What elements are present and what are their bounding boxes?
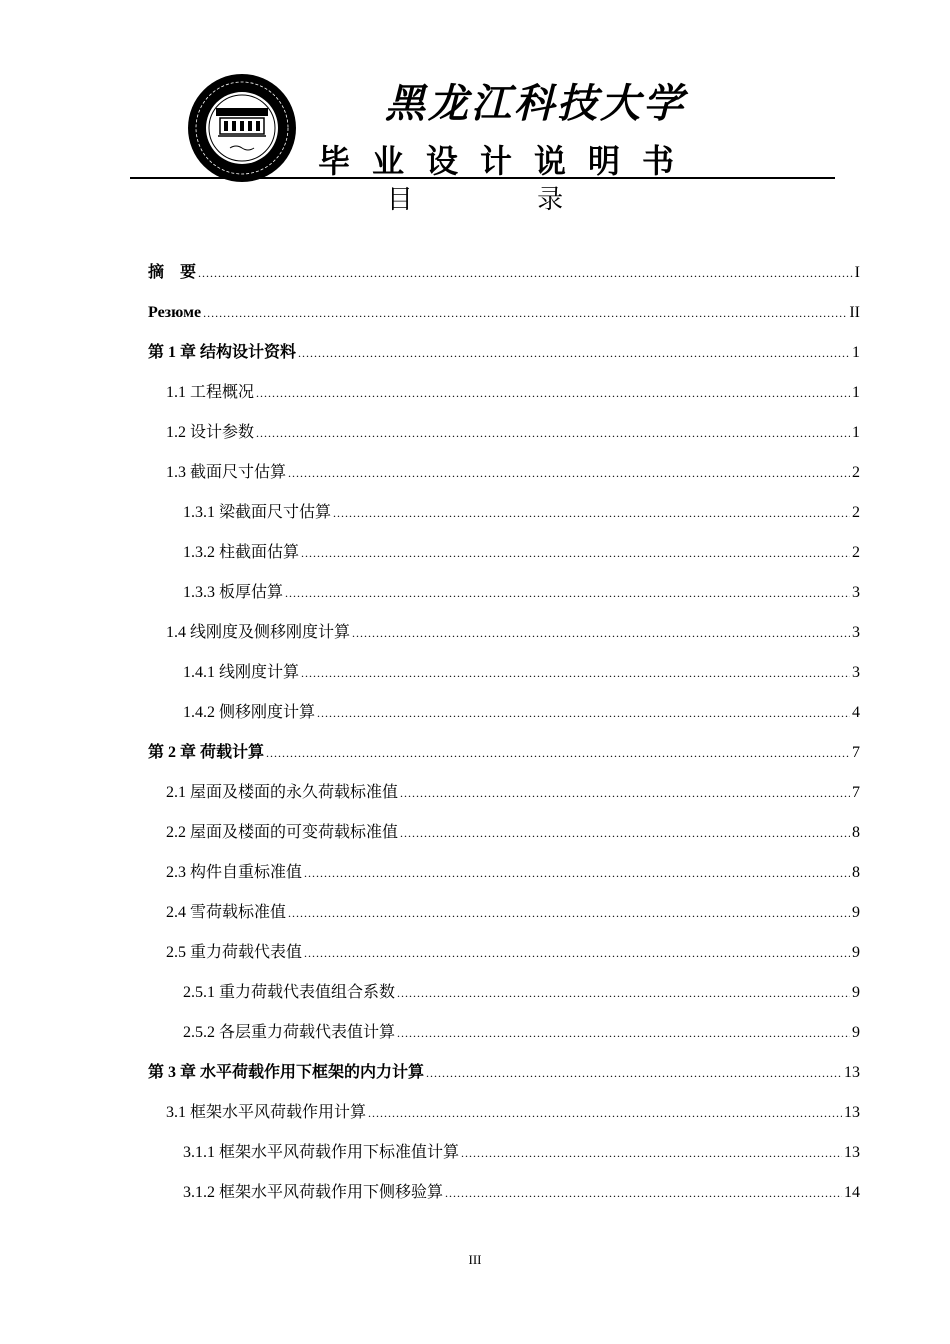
toc-entry-label: 第 1 章 结构设计资料 <box>148 344 297 361</box>
toc-entry-label: 2.2 屋面及楼面的可变荷载标准值 <box>166 824 399 841</box>
toc-dot-leader <box>304 942 850 964</box>
toc-entry[interactable] <box>148 1102 860 1142</box>
toc-entry[interactable] <box>148 1062 860 1102</box>
toc-entry-label: 2.5.1 重力荷载代表值组合系数 <box>183 984 396 1001</box>
toc-entry-label: 1.4.1 线刚度计算 <box>183 664 300 681</box>
toc-heading <box>0 179 950 216</box>
toc-entry-label: 1.3 截面尺寸估算 <box>166 464 287 481</box>
toc-entry-page: 2 <box>852 464 860 481</box>
toc-entry-page: 9 <box>852 944 860 961</box>
toc-dot-leader <box>298 342 850 364</box>
toc-dot-leader <box>368 1102 842 1124</box>
toc-entry-label: 1.3.1 梁截面尺寸估算 <box>183 504 332 521</box>
toc-entry-label: 3.1.1 框架水平风荷载作用下标准值计算 <box>183 1144 460 1161</box>
toc-entry-page: 13 <box>844 1144 860 1161</box>
toc-entry-page: II <box>849 304 860 321</box>
toc-dot-leader <box>426 1062 842 1084</box>
toc-dot-leader <box>285 582 850 604</box>
toc-entry-page: 9 <box>852 984 860 1001</box>
toc-entry-page: 1 <box>852 384 860 401</box>
toc-entry[interactable] <box>148 342 860 382</box>
toc-entry-label: 1.4 线刚度及侧移刚度计算 <box>166 624 351 641</box>
toc-dot-leader <box>288 462 850 484</box>
toc-entry[interactable] <box>148 1142 860 1182</box>
toc-entry-label: 2.4 雪荷载标准值 <box>166 904 287 921</box>
toc-dot-leader <box>445 1182 842 1204</box>
toc-entry-page: 2 <box>852 544 860 561</box>
toc-entry-page: 9 <box>852 904 860 921</box>
toc-dot-leader <box>301 542 850 564</box>
toc-entry-label: 第 3 章 水平荷载作用下框架的内力计算 <box>148 1064 425 1081</box>
toc-entry-page: 3 <box>852 584 860 601</box>
toc-dot-leader <box>198 262 853 284</box>
toc-entry-label: 1.1 工程概况 <box>166 384 255 401</box>
toc-entry-page: 7 <box>852 744 860 761</box>
toc-dot-leader <box>256 382 850 404</box>
toc-entry-label: 摘 要 <box>148 264 197 281</box>
toc-entry-label: 第 2 章 荷载计算 <box>148 744 265 761</box>
toc-entry[interactable] <box>148 822 860 862</box>
toc-entry-page: 3 <box>852 664 860 681</box>
toc-dot-leader <box>333 502 850 524</box>
toc-entry-label: 3.1.2 框架水平风荷载作用下侧移验算 <box>183 1184 444 1201</box>
toc-entry-page: 14 <box>844 1184 860 1201</box>
page-number: III <box>468 1252 482 1267</box>
toc-entry-page: 8 <box>852 864 860 881</box>
toc-entry[interactable] <box>148 982 860 1022</box>
toc-entry[interactable] <box>148 742 860 782</box>
toc-entry-page: 13 <box>844 1104 860 1121</box>
university-name: 黑龙江科技大学 <box>385 80 686 127</box>
toc-dot-leader <box>461 1142 842 1164</box>
toc-entry-page: 7 <box>852 784 860 801</box>
document-header <box>0 0 950 230</box>
toc-entry-label: 2.5 重力荷载代表值 <box>166 944 303 961</box>
document-title: 毕业设计说明书 <box>318 142 697 180</box>
toc-entry[interactable] <box>148 702 860 742</box>
toc-entry[interactable] <box>148 622 860 662</box>
toc-dot-leader <box>203 302 847 324</box>
toc-entry-label: 1.3.3 板厚估算 <box>183 584 284 601</box>
toc-dot-leader <box>256 422 850 444</box>
toc-entry[interactable] <box>148 582 860 622</box>
toc-entry[interactable] <box>148 862 860 902</box>
toc-entry[interactable] <box>148 302 860 342</box>
toc-dot-leader <box>266 742 850 764</box>
toc-entry-label: 1.3.2 柱截面估算 <box>183 544 300 561</box>
toc-dot-leader <box>352 622 850 644</box>
toc-entry-label: 2.3 构件自重标准值 <box>166 864 303 881</box>
toc-dot-leader <box>304 862 850 884</box>
toc-entry-page: 13 <box>844 1064 860 1081</box>
toc-entry[interactable] <box>148 782 860 822</box>
toc-dot-leader <box>400 782 850 804</box>
toc-entry-label: 1.2 设计参数 <box>166 424 255 441</box>
table-of-contents <box>148 262 860 1222</box>
toc-dot-leader <box>317 702 850 724</box>
toc-dot-leader <box>400 822 850 844</box>
toc-entry[interactable] <box>148 262 860 302</box>
toc-entry-page: 3 <box>852 624 860 641</box>
toc-entry-label: 2.1 屋面及楼面的永久荷载标准值 <box>166 784 399 801</box>
toc-entry[interactable] <box>148 902 860 942</box>
toc-dot-leader <box>397 1022 850 1044</box>
toc-entry-label: 2.5.2 各层重力荷载代表值计算 <box>183 1024 396 1041</box>
toc-entry[interactable] <box>148 422 860 462</box>
toc-entry-page: I <box>854 264 860 281</box>
university-seal-logo <box>186 72 298 184</box>
toc-entry[interactable] <box>148 662 860 702</box>
toc-entry-label: Резюме <box>148 304 202 321</box>
toc-entry[interactable] <box>148 462 860 502</box>
toc-entry-page: 1 <box>852 424 860 441</box>
toc-entry-page: 4 <box>852 704 860 721</box>
toc-entry-label: 3.1 框架水平风荷载作用计算 <box>166 1104 367 1121</box>
toc-dot-leader <box>301 662 850 684</box>
toc-entry-page: 8 <box>852 824 860 841</box>
toc-entry[interactable] <box>148 502 860 542</box>
toc-entry[interactable] <box>148 542 860 582</box>
toc-entry-page: 9 <box>852 1024 860 1041</box>
toc-dot-leader <box>288 902 850 924</box>
toc-heading-text: 目 录 <box>386 185 622 215</box>
toc-entry[interactable] <box>148 382 860 422</box>
toc-entry[interactable] <box>148 942 860 982</box>
toc-dot-leader <box>397 982 850 1004</box>
toc-entry-page: 1 <box>852 344 860 361</box>
toc-entry[interactable] <box>148 1022 860 1062</box>
toc-entry[interactable] <box>148 1182 860 1222</box>
toc-entry-label: 1.4.2 侧移刚度计算 <box>183 704 316 721</box>
toc-entry-page: 2 <box>852 504 860 521</box>
